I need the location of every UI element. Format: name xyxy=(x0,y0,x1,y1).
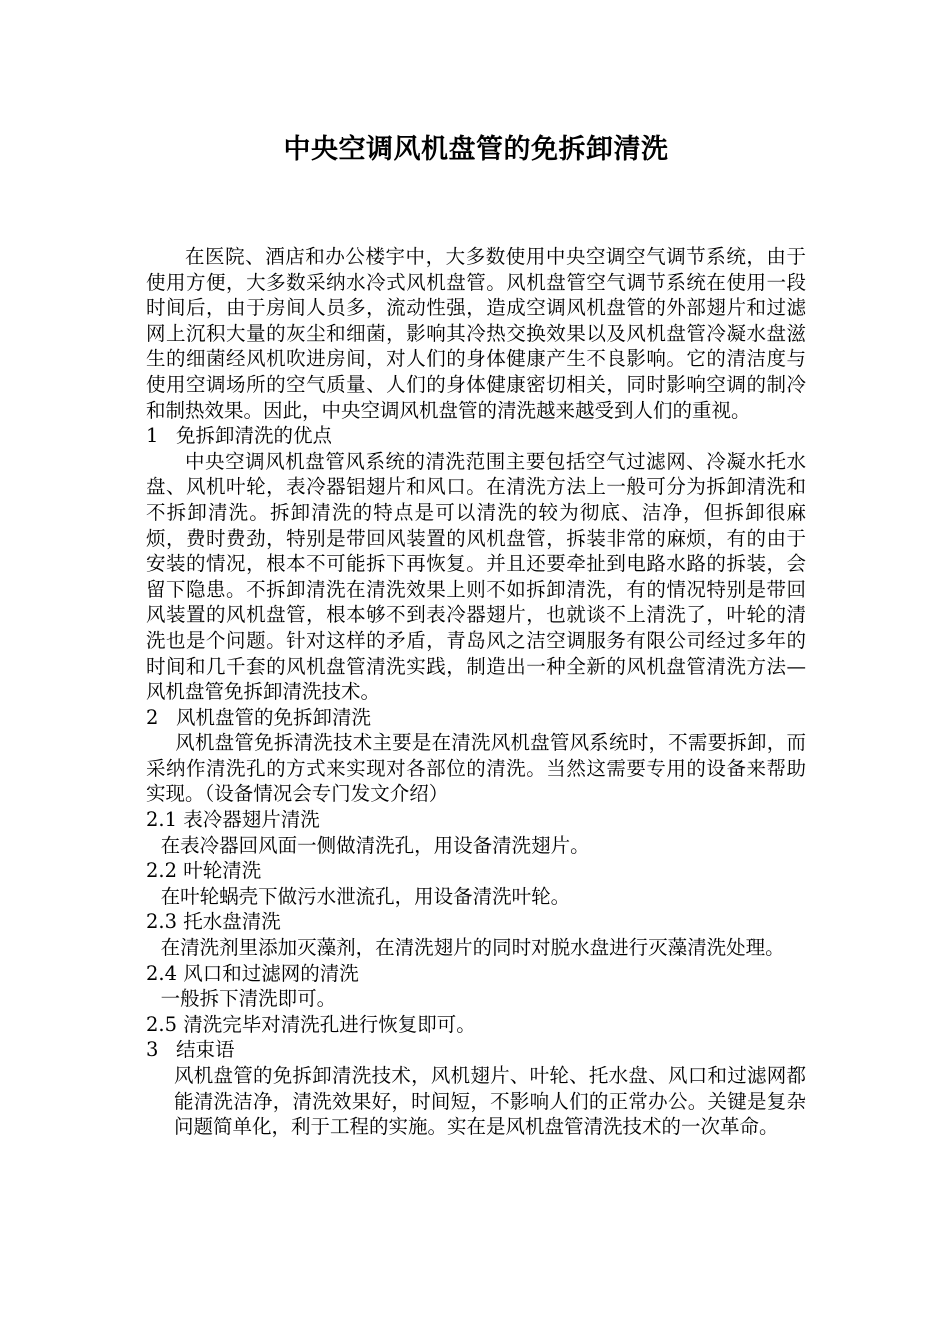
subsection-2-2-heading xyxy=(146,858,806,884)
subsection-2-5-title: 清洗完毕对清洗孔进行恢复即可。 xyxy=(183,1012,476,1036)
subsection-2-4-heading xyxy=(146,961,806,987)
subsection-2-3-title: 托水盘清洗 xyxy=(183,910,281,934)
subsection-2-1-number: 2.1 xyxy=(146,808,178,832)
section-2-number: 2 xyxy=(146,705,159,729)
section-1-title: 免拆卸清洗的优点 xyxy=(176,424,333,448)
section-3-title: 结束语 xyxy=(176,1038,235,1062)
section-2-body: 风机盘管免拆清洗技术主要是在清洗风机盘管风系统时，不需要拆卸，而采纳作清洗孔的方式来实现对各部位的清洗。当然这需要专用的设备来帮助实现。（设备情况会专门发文介绍） xyxy=(146,731,806,806)
section-3-body: 风机盘管的免拆卸清洗技术，风机翅片、叶轮、托水盘、风口和过滤网都能清洗洁净，清洗效果好，时间短，不影响人们的正常办公。关键是复杂问题简单化，利于工程的实施。实在是风机盘管清洗技术的一次革命。 xyxy=(174,1064,806,1139)
section-1-body: 中央空调风机盘管风系统的清洗范围主要包括空气过滤网、冷凝水托水盘、风机叶轮，表冷器铝翅片和风口。在清洗方法上一般可分为拆卸清洗和不拆卸清洗。拆卸清洗的特点是可以清洗的较为彻底、洁净，但拆卸很麻烦，费时费劲，特别是带回风装置的风机盘管，拆装非常的麻烦，有的由于安装的情况，根本不可能拆下再恢复。并且还要牵扯到电路水路的拆装，会留下隐患。不拆卸清洗在清洗效果上则不如拆卸清洗，有的情况特别是带回风装置的风机盘管，根本够不到表冷器翅片，也就谈不上清洗了，叶轮的清洗也是个问题。针对这样的矛盾，青岛风之洁空调服务有限公司经过多年的时间和几千套的风机盘管清洗实践，制造出一种全新的风机盘管清洗方法—风机盘管免拆卸清洗技术。 xyxy=(146,449,806,704)
subsection-2-1-body: 在表冷器回风面一侧做清洗孔，用设备清洗翅片。 xyxy=(160,833,590,857)
section-3-heading xyxy=(146,1037,806,1063)
section-3-number: 3 xyxy=(146,1038,159,1062)
subsection-2-1-title: 表冷器翅片清洗 xyxy=(183,808,320,832)
section-2-heading xyxy=(146,705,806,731)
subsection-2-2-number: 2.2 xyxy=(146,859,178,883)
subsection-2-4-title: 风口和过滤网的清洗 xyxy=(183,961,359,985)
subsection-2-4-body: 一般拆下清洗即可。 xyxy=(160,987,337,1011)
subsection-2-5-heading xyxy=(146,1012,806,1038)
subsection-2-2-title: 叶轮清洗 xyxy=(183,859,262,883)
section-1-number: 1 xyxy=(146,424,159,448)
subsection-2-2-body: 在叶轮蜗壳下做污水泄流孔，用设备清洗叶轮。 xyxy=(160,884,571,908)
subsection-2-3-heading xyxy=(146,909,806,935)
intro-paragraph: 在医院、酒店和办公楼宇中，大多数使用中央空调空气调节系统，由于使用方便，大多数采纳水冷式风机盘管。风机盘管空气调节系统在使用一段时间后，由于房间人员多，流动性强，造成空调风机盘管的外部翅片和过滤网上沉积大量的灰尘和细菌，影响其冷热交换效果以及风机盘管冷凝水盘滋生的细菌经风机吹进房间，对人们的身体健康产生不良影响。它的清洁度与使用空调场所的空气质量、人们的身体健康密切相关，同时影响空调的制冷和制热效果。因此，中央空调风机盘管的清洗越来越受到人们的重视。 xyxy=(146,245,806,422)
document-page xyxy=(146,130,806,1140)
section-2-title: 风机盘管的免拆卸清洗 xyxy=(176,705,372,729)
subsection-2-1-heading xyxy=(146,807,806,833)
subsection-2-3-body: 在清洗剂里添加灭藻剂，在清洗翅片的同时对脱水盘进行灭藻清洗处理。 xyxy=(160,936,785,960)
subsection-2-4-number: 2.4 xyxy=(146,961,178,985)
subsection-2-3-number: 2.3 xyxy=(146,910,178,934)
document-title: 中央空调风机盘管的免拆卸清洗 xyxy=(283,134,669,165)
subsection-2-5-number: 2.5 xyxy=(146,1012,178,1036)
section-1-heading xyxy=(146,423,806,449)
